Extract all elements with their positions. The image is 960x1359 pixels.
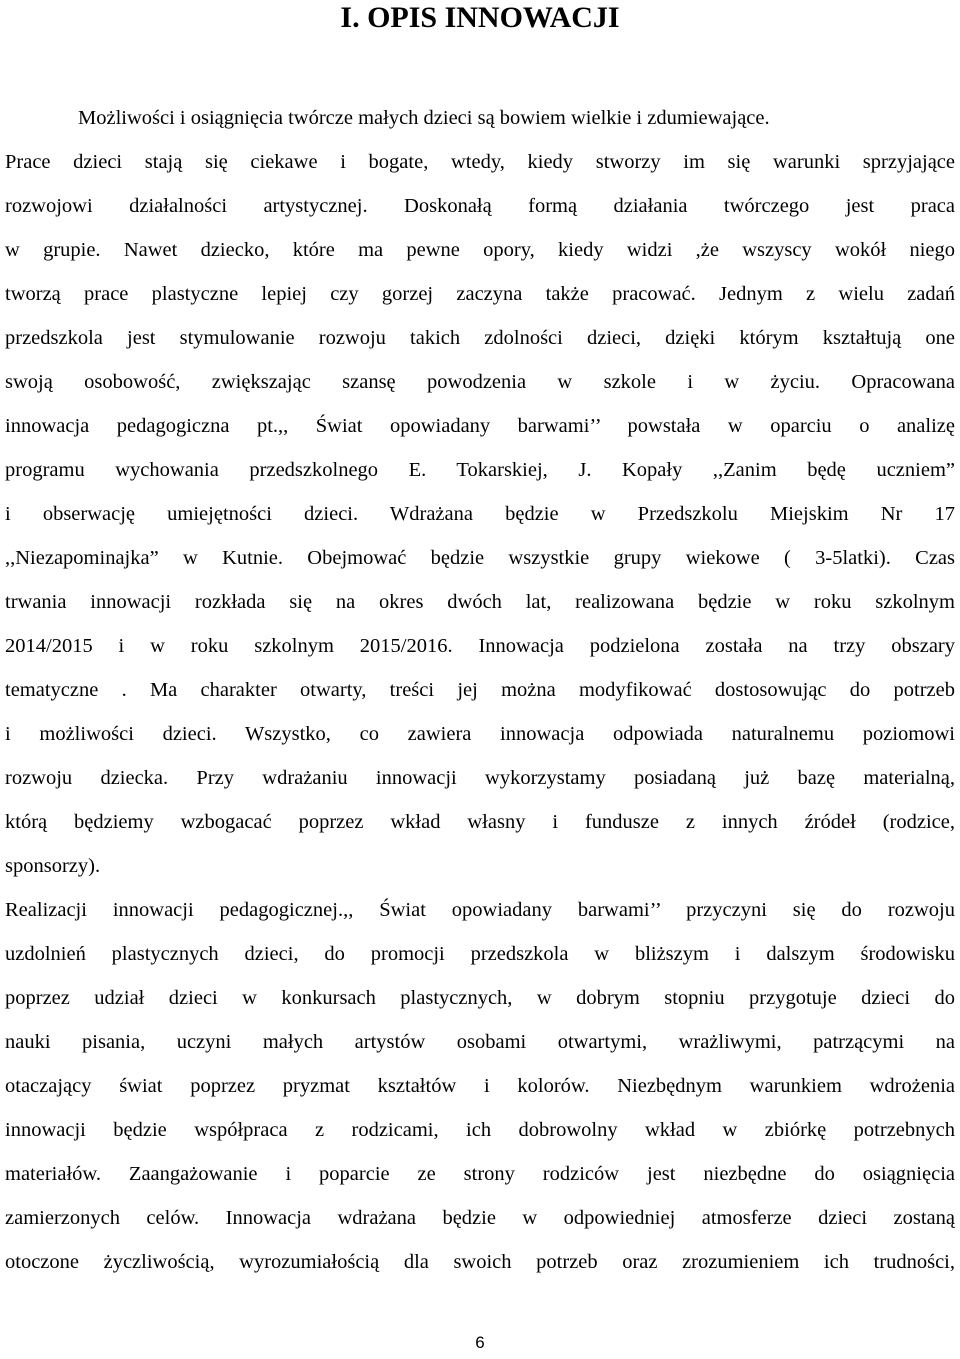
text-line-25: materiałów. Zaangażowanie i poparcie ze strony rodziców jest niezbędne do osiągnięcia: [5, 1163, 955, 1185]
text-line-4: w grupie. Nawet dziecko, które ma pewne opory, kiedy widzi ,że wszyscy wokół niego: [5, 239, 955, 261]
text-line-17: którą będziemy wzbogacać poprzez wkład własny i fundusze z innych źródeł (rodzice,: [5, 811, 955, 833]
text-line-1: Możliwości i osiągnięcia twórcze małych dzieci są bowiem wielkie i zdumiewające.: [78, 107, 770, 129]
text-line-18: sponsorzy).: [5, 855, 101, 877]
text-line-13: 2014/2015 i w roku szkolnym 2015/2016. Innowacja podzielona została na trzy obszary: [5, 635, 955, 657]
text-line-21: poprzez udział dzieci w konkursach plastycznych, w dobrym stopniu przygotuje dzieci do: [5, 987, 955, 1009]
text-line-23: otaczający świat poprzez pryzmat kształtów i kolorów. Niezbędnym warunkiem wdrożenia: [5, 1075, 955, 1097]
text-line-2: Prace dzieci stają się ciekawe i bogate, wtedy, kiedy stworzy im się warunki sprzyjające: [5, 151, 955, 173]
text-line-9: programu wychowania przedszkolnego E. Tokarskiej, J. Kopały ,,Zanim będę uczniem”: [5, 459, 955, 481]
text-line-20: uzdolnień plastycznych dzieci, do promocji przedszkola w bliższym i dalszym środowisku: [5, 943, 955, 965]
text-line-6: przedszkola jest stymulowanie rozwoju takich zdolności dzieci, dzięki którym kształtują one: [5, 327, 955, 349]
text-line-10: i obserwację umiejętności dzieci. Wdrażana będzie w Przedszkolu Miejskim Nr 17: [5, 503, 955, 525]
text-line-16: rozwoju dziecka. Przy wdrażaniu innowacji wykorzystamy posiadaną już bazę materialną,: [5, 767, 955, 789]
text-line-22: nauki pisania, uczyni małych artystów osobami otwartymi, wrażliwymi, patrzącymi na: [5, 1031, 955, 1053]
text-line-26: zamierzonych celów. Innowacja wdrażana będzie w odpowiedniej atmosferze dzieci zostaną: [5, 1207, 955, 1229]
text-line-7: swoją osobowość, zwiększając szansę powodzenia w szkole i w życiu. Opracowana: [5, 371, 955, 393]
text-line-27: otoczone życzliwością, wyrozumiałością dla swoich potrzeb oraz zrozumieniem ich trudności,: [5, 1251, 955, 1273]
text-line-24: innowacji będzie współpraca z rodzicami, ich dobrowolny wkład w zbiórkę potrzebnych: [5, 1119, 955, 1141]
text-line-14: tematyczne . Ma charakter otwarty, treści jej można modyfikować dostosowując do potrzeb: [5, 679, 955, 701]
page-title: I. OPIS INNOWACJI: [340, 1, 620, 34]
text-line-8: innowacja pedagogiczna pt.,, Świat opowiadany barwami’’ powstała w oparciu o analizę: [5, 415, 955, 437]
page-number: 6: [475, 1333, 485, 1352]
text-line-11: ,,Niezapominajka” w Kutnie. Obejmować będzie wszystkie grupy wiekowe ( 3-5latki). Czas: [5, 547, 955, 569]
text-line-5: tworzą prace plastyczne lepiej czy gorzej zaczyna także pracować. Jednym z wielu zadań: [5, 283, 955, 305]
text-line-19: Realizacji innowacji pedagogicznej.,, Świat opowiadany barwami’’ przyczyni się do rozwoju: [5, 899, 955, 921]
text-line-3: rozwojowi działalności artystycznej. Doskonałą formą działania twórczego jest praca: [5, 195, 955, 217]
text-line-12: trwania innowacji rozkłada się na okres dwóch lat, realizowana będzie w roku szkolnym: [5, 591, 955, 613]
text-line-15: i możliwości dzieci. Wszystko, co zawiera innowacja odpowiada naturalnemu poziomowi: [5, 723, 955, 745]
